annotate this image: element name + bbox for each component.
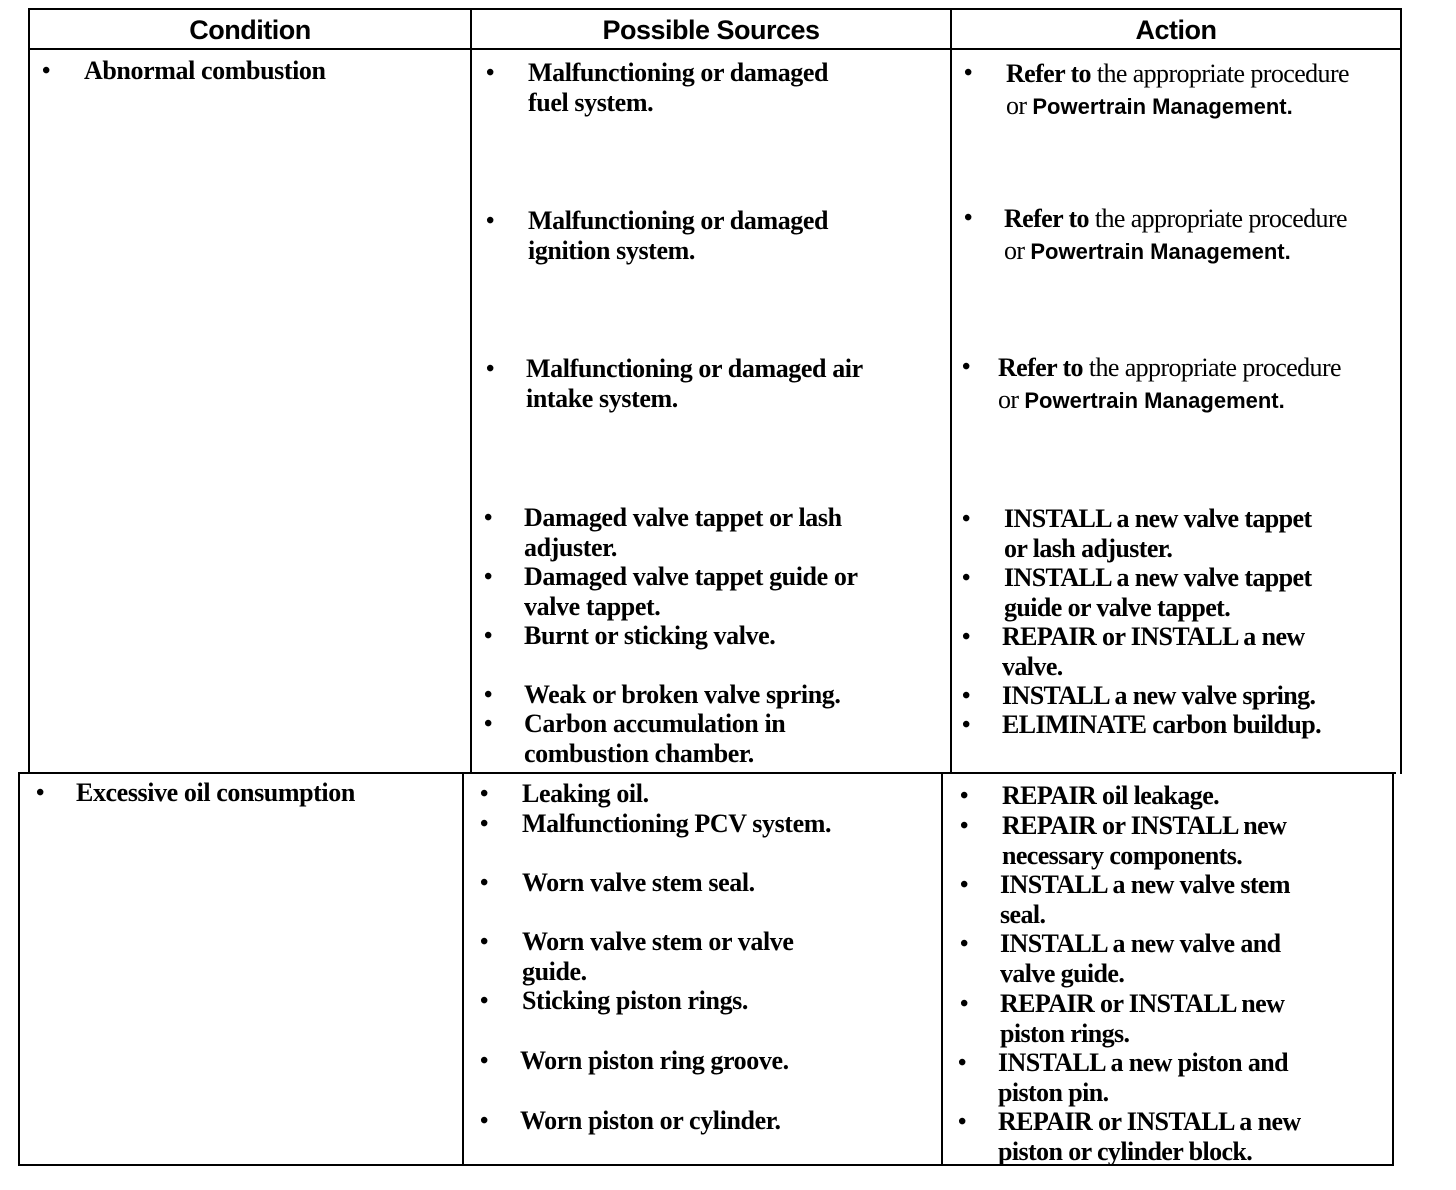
table-top-border [28,8,1402,10]
bullet: • [962,683,971,709]
bullet: • [42,58,51,84]
left-border-upper [28,8,30,774]
bullet: • [486,60,495,86]
action-install-tappet: INSTALL a new valve tappet or lash adjuster. [1004,504,1312,563]
source-carbon-accumulation: Carbon accumulation in combustion chamber. [524,709,786,768]
bullet: • [480,988,489,1014]
source-valve-tappet-guide: Damaged valve tappet guide or valve tappet. [524,562,858,621]
action-install-spring: INSTALL a new valve spring. [1002,681,1316,710]
source-valve-stem-guide: Worn valve stem or valve guide. [522,927,794,986]
bullet: • [964,60,973,86]
action-install-tappet-guide: INSTALL a new valve tappet guide or valve tappet. [1004,563,1312,622]
bullet: • [964,205,973,231]
bullet: • [484,505,493,531]
header-divider [28,48,1402,50]
condition-excessive-oil-consumption: Excessive oil consumption [76,778,355,807]
action-repair-valve: REPAIR or INSTALL a new valve. [1002,622,1305,681]
left-border-lower [18,772,20,1166]
bullet: • [958,1109,967,1135]
source-air-intake-system: Malfunctioning or damaged air intake system. [526,354,863,413]
condition-abnormal-combustion: Abnormal combustion [84,56,326,85]
col-divider-1-upper [470,8,472,774]
header-possible-sources: Possible Sources [602,15,820,45]
bullet: • [480,1048,489,1074]
source-ignition-system: Malfunctioning or damaged ignition system. [528,206,829,265]
action-refer-air-intake: Refer to the appropriate procedure or Powertrain Management. [998,353,1341,414]
source-valve-spring: Weak or broken valve spring. [524,680,841,709]
bullet: • [486,208,495,234]
action-refer-fuel: Refer to the appropriate procedure or Powertrain Management. [1006,59,1349,120]
bullet: • [962,506,971,532]
bullet: • [962,712,971,738]
source-pcv-system: Malfunctioning PCV system. [522,809,832,838]
bullet: • [960,872,969,898]
right-border-upper [1400,8,1402,774]
bullet: • [480,929,489,955]
action-install-piston-pin: INSTALL a new piston and piston pin. [998,1048,1289,1107]
source-valve-tappet-lash: Damaged valve tappet or lash adjuster. [524,503,842,562]
source-leaking-oil: Leaking oil. [522,779,649,808]
bullet: • [962,565,971,591]
action-eliminate-carbon: ELIMINATE carbon buildup. [1002,710,1322,739]
source-piston-cylinder: Worn piston or cylinder. [520,1106,781,1135]
right-border-lower [1392,772,1394,1166]
col-divider-1-lower [462,772,464,1166]
bullet: • [962,354,971,380]
source-sticking-piston-rings: Sticking piston rings. [522,986,748,1015]
bullet: • [480,1108,489,1134]
header-action: Action [1135,15,1217,45]
bullet: • [960,991,969,1017]
bullet: • [484,711,493,737]
action-install-stem-seal: INSTALL a new valve stem seal. [1000,870,1290,929]
bullet: • [480,811,489,837]
action-refer-ignition: Refer to the appropriate procedure or Powertrain Management. [1004,204,1347,265]
action-repair-piston-rings: REPAIR or INSTALL new piston rings. [1000,989,1285,1048]
bullet: • [960,783,969,809]
col-divider-2-upper [950,8,952,774]
source-valve-stem-seal: Worn valve stem seal. [522,868,755,897]
bullet: • [962,624,971,650]
source-fuel-system: Malfunctioning or damaged fuel system. [528,58,829,117]
bullet: • [958,1050,967,1076]
action-repair-cylinder-block: REPAIR or INSTALL a new piston or cylinder block. [998,1107,1301,1166]
bullet: • [484,623,493,649]
bullet: • [960,931,969,957]
bullet: • [484,564,493,590]
col-divider-2-lower [941,772,943,1166]
action-install-valve-guide: INSTALL a new valve and valve guide. [1000,929,1281,988]
action-repair-oil-leakage: REPAIR oil leakage. [1002,781,1220,810]
bullet: • [480,781,489,807]
row-divider [18,772,1396,774]
action-repair-components: REPAIR or INSTALL new necessary components. [1002,811,1287,870]
bullet: • [960,813,969,839]
header-condition: Condition [189,15,311,45]
source-piston-ring-groove: Worn piston ring groove. [520,1046,789,1075]
bullet: • [486,356,495,382]
bullet: • [36,780,45,806]
bullet: • [484,682,493,708]
bullet: • [480,870,489,896]
source-burnt-valve: Burnt or sticking valve. [524,621,776,650]
